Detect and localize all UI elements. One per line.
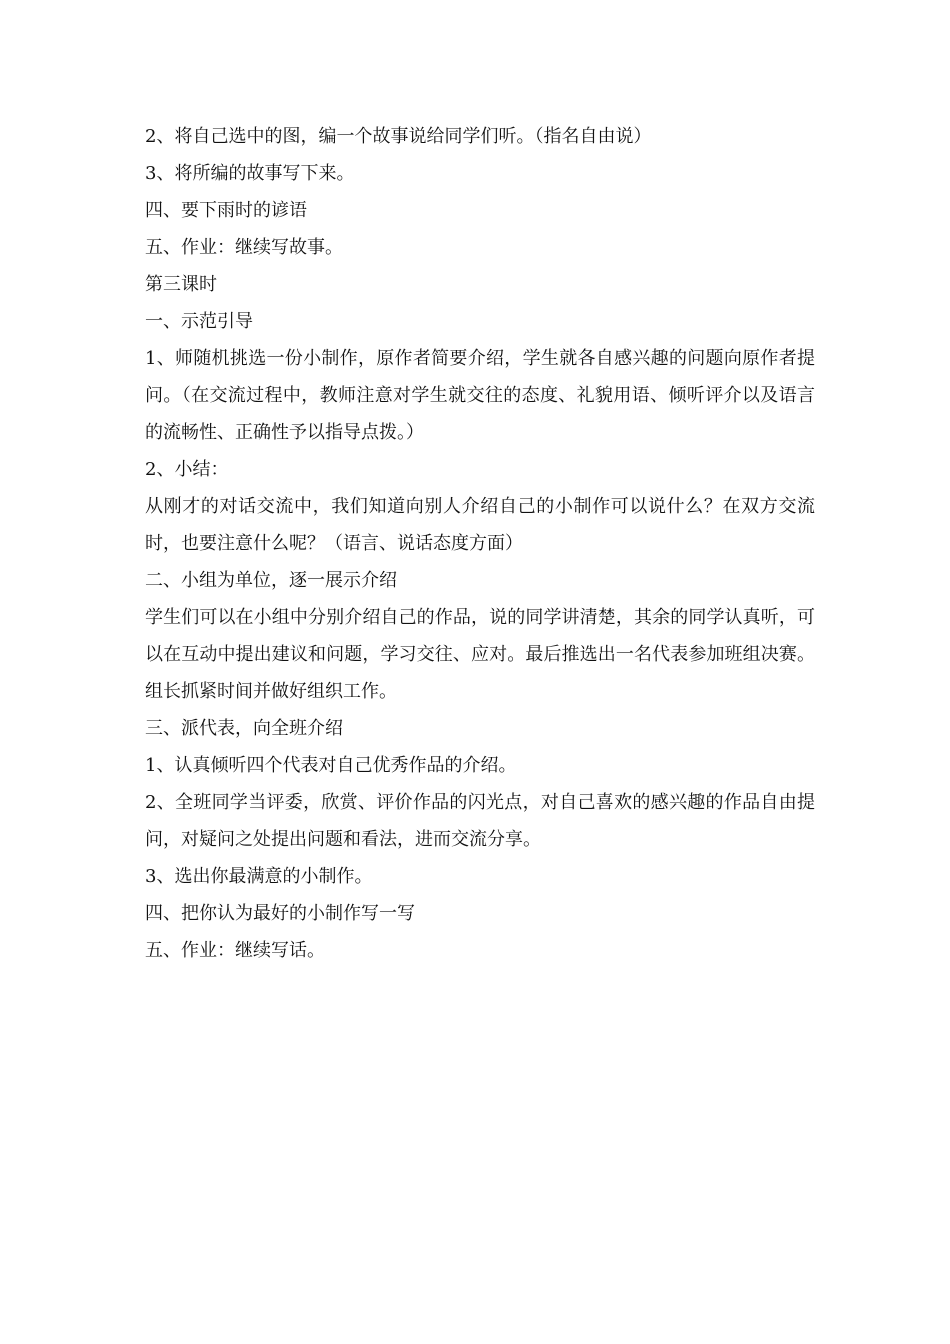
paragraph-summary-body: 从刚才的对话交流中，我们知道向别人介绍自己的小制作可以说什么？在双方交流时，也要注意什么呢？（语言、说话态度方面）: [145, 496, 815, 554]
paragraph-group-display-body: 学生们可以在小组中分别介绍自己的作品，说的同学讲清楚，其余的同学认真听，可以在互动中提出建议和问题，学习交往、应对。最后推选出一名代表参加班组决赛。组长抓紧时间并做好组织工作。: [145, 607, 815, 702]
section-heading-group-display: 二、小组为单位，逐一展示介绍: [145, 570, 397, 591]
section-heading-homework: 五、作业：继续写故事。: [145, 237, 343, 258]
paragraph-step-2-story: 2、将自己选中的图，编一个故事说给同学们听。（指名自由说）: [145, 126, 652, 147]
section-heading-write-best: 四、把你认为最好的小制作写一写: [145, 903, 415, 924]
paragraph-step-3-write: 3、将所编的故事写下来。: [145, 163, 355, 184]
paragraph-representatives-step-2: 2、全班同学当评委，欣赏、评价作品的闪光点，对自己喜欢的感兴趣的作品自由提问，对疑问之处提出问题和看法，进而交流分享。: [145, 792, 815, 850]
section-heading-demonstration: 一、示范引导: [145, 311, 253, 332]
paragraph-summary-label: 2、小结：: [145, 459, 229, 480]
document-body: [145, 118, 815, 969]
section-heading-proverbs: 四、要下雨时的谚语: [145, 200, 307, 221]
section-heading-representatives: 三、派代表，向全班介绍: [145, 718, 343, 739]
paragraph-representatives-step-1: 1、认真倾听四个代表对自己优秀作品的介绍。: [145, 755, 517, 776]
paragraph-demonstration-step-1: 1、师随机挑选一份小制作，原作者简要介绍，学生就各自感兴趣的问题向原作者提问。（在交流过程中，教师注意对学生就交往的态度、礼貌用语、倾听评介以及语言的流畅性、正确性予以指导点拨。）: [145, 348, 815, 443]
section-heading-final-homework: 五、作业：继续写话。: [145, 940, 325, 961]
lesson-heading-third: 第三课时: [145, 274, 217, 295]
paragraph-representatives-step-3: 3、选出你最满意的小制作。: [145, 866, 373, 887]
